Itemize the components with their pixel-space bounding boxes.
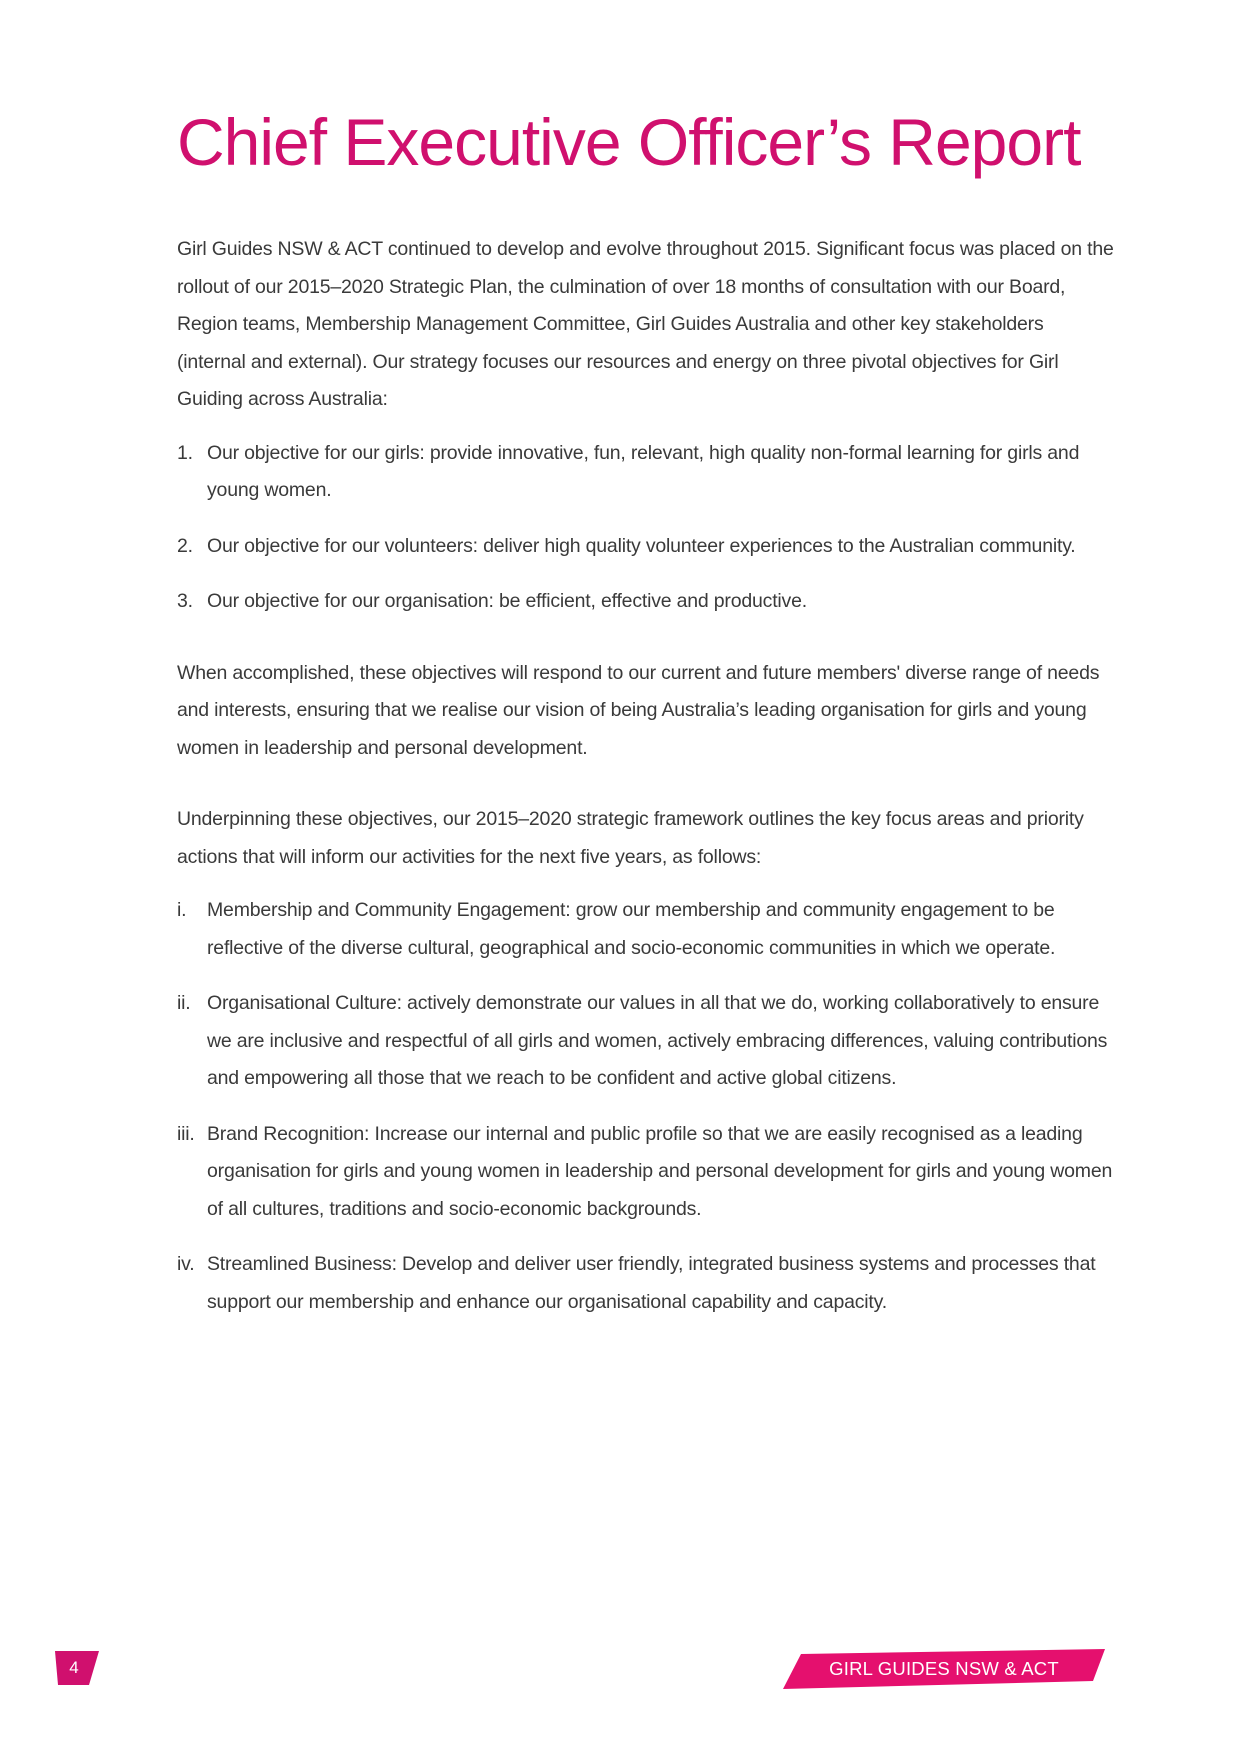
brand-footer-tab: [783, 1649, 1105, 1689]
page-number-tab: [55, 1651, 99, 1685]
accomplished-paragraph: When accomplished, these objectives will respond to our current and future members' diverse range of needs and interests, ensuring that we realise our vision of being Australia’s leading organisation for girls and young women in leadership and personal development.: [177, 661, 1100, 759]
list-item-text: Organisational Culture: actively demonstrate our values in all that we do, working collaboratively to ensure we are inclusive and respectful of all girls and women, actively embracing differences, valuing contributions and empowering all those that we reach to be confident and active global citizens.: [207, 992, 1108, 1089]
list-item-text: Our objective for our organisation: be efficient, effective and productive.: [207, 590, 807, 612]
list-item-text: Our objective for our girls: provide innovative, fun, relevant, high quality non-formal learning for girls and young women.: [207, 441, 1080, 501]
list-item-text: Our objective for our volunteers: deliver high quality volunteer experiences to the Australian community.: [207, 534, 1076, 557]
list-item: [177, 1246, 1117, 1321]
list-item: [177, 1116, 1117, 1229]
page-number: 4: [69, 1658, 79, 1677]
objectives-list: [177, 435, 1117, 621]
list-marker: 1.: [177, 441, 193, 464]
list-marker: iv.: [177, 1253, 195, 1275]
list-item-text: Membership and Community Engagement: grow our membership and community engagement to be reflective of the diverse cultural, geographical and socio-economic communities in which we operate.: [207, 899, 1056, 959]
list-item-text: Streamlined Business: Develop and deliver user friendly, integrated business systems and processes that support our membership and enhance our organisational capability and capacity.: [207, 1253, 1096, 1313]
list-marker: iii.: [177, 1122, 195, 1145]
list-item: [177, 892, 1117, 967]
framework-intro-paragraph: Underpinning these objectives, our 2015–2020 strategic framework outlines the key focus areas and priority actions that will inform our activities for the next five years, as follows:: [177, 808, 1084, 868]
list-marker: 2.: [177, 534, 193, 557]
list-marker: 3.: [177, 590, 193, 612]
list-item: [177, 985, 1117, 1098]
list-item: [177, 435, 1117, 510]
list-marker: ii.: [177, 992, 191, 1014]
list-item-text: Brand Recognition: Increase our internal and public profile so that we are easily recognised as a leading organisation for girls and young women in leadership and personal development for girls and young women of all cultures, traditions and socio-economic backgrounds.: [207, 1122, 1113, 1220]
intro-paragraph: Girl Guides NSW & ACT continued to develop and evolve throughout 2015. Significant focus was placed on the rollout of our 2015–2020 Strategic Plan, the culmination of over 18 months of consultation with our Board, Region teams, Membership Management Committee, Girl Guides Australia and other key stakeholders (internal and external). Our strategy focuses our resources and energy on three pivotal objectives for Girl Guiding across Australia:: [177, 238, 1114, 410]
list-marker: i.: [177, 899, 187, 921]
page-title: Chief Executive Officer’s Report: [177, 105, 1081, 179]
focus-areas-list: [177, 892, 1117, 1321]
list-item: [177, 583, 1117, 621]
brand-name: GIRL GUIDES NSW & ACT: [829, 1658, 1059, 1679]
report-body: [177, 231, 1117, 1321]
list-item: [177, 528, 1117, 566]
